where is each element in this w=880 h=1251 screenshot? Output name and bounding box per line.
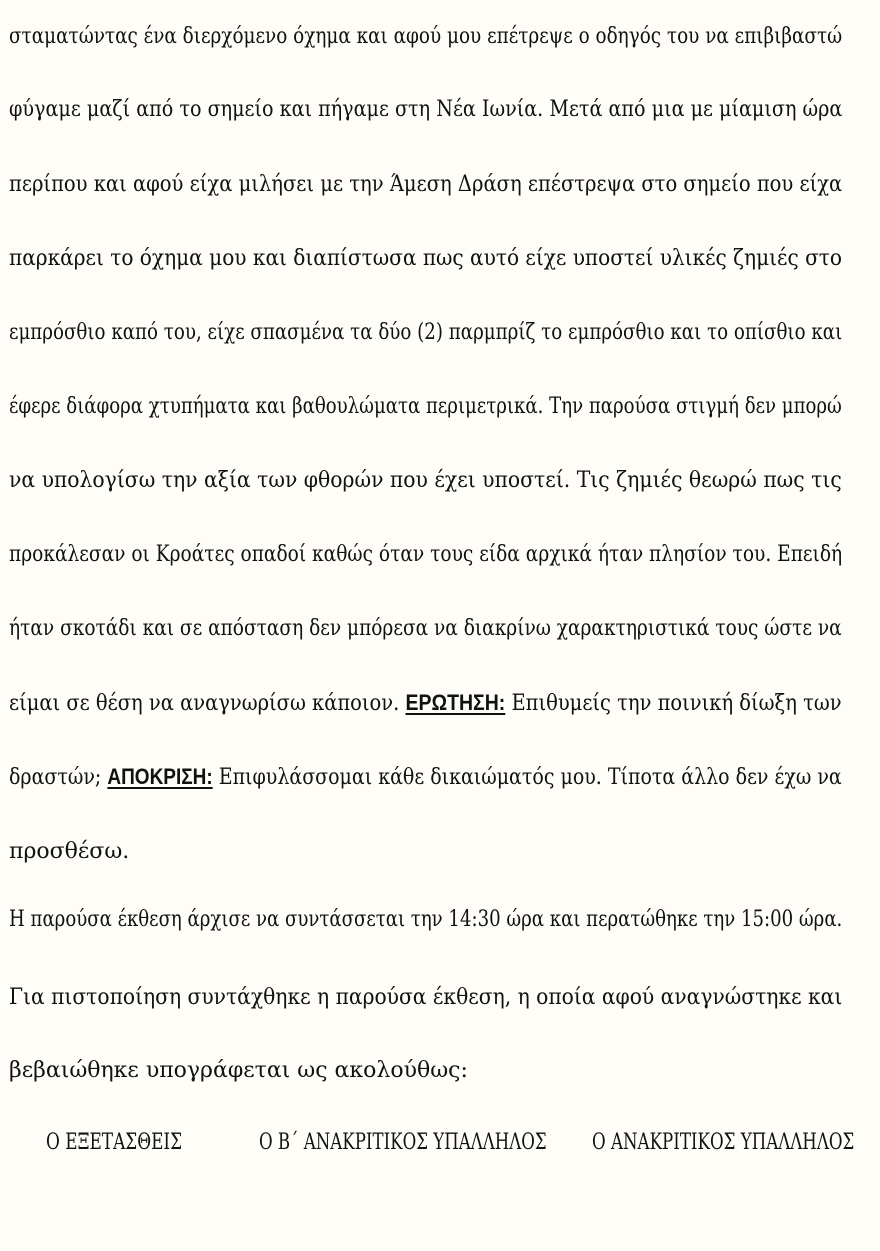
body-line-1: σταματώντας ένα διερχόμενο όχημα και αφού μου επέτρεψε ο οδηγός του να επιβιβαστώ xyxy=(9,24,843,49)
line-11-text-before: δραστών; xyxy=(9,765,102,790)
line-10-text-after: Επιθυμείς την ποινική δίωξη των xyxy=(511,691,842,716)
body-line-5: εμπρόσθιο καπό του, είχε σπασμένα τα δύο (2) παρμπρίζ το εμπρόσθιο και το οπίσθιο και xyxy=(9,320,843,345)
certification-line-2: βεβαιώθηκε υπογράφεται ως ακολούθως: xyxy=(9,1058,468,1083)
body-line-4: παρκάρει το όχημα μου και διαπίστωσα πως αυτό είχε υποστεί υλικές ζημιές στο xyxy=(9,246,843,271)
body-line-3: περίπου και αφού είχα μιλήσει με την Άμεση Δράση επέστρεψα στο σημείο που είχα xyxy=(9,172,843,197)
body-line-10 xyxy=(9,688,842,719)
body-line-8: προκάλεσαν οι Κροάτες οπαδοί καθώς όταν τους είδα αρχικά ήταν πλησίον του. Επειδή xyxy=(9,542,843,567)
time-line: Η παρούσα έκθεση άρχισε να συντάσσεται την 14:30 ώρα και περατώθηκε την 15:00 ώρα. xyxy=(9,907,843,932)
body-line-11 xyxy=(9,762,842,793)
body-line-12: προσθέσω. xyxy=(9,839,130,864)
answer-label: ΑΠΟΚΡΙΣΗ: xyxy=(107,764,213,789)
body-line-9: ήταν σκοτάδι και σε απόσταση δεν μπόρεσα να διακρίνω χαρακτηριστικά τους ώστε να xyxy=(9,616,842,641)
line-10-text-before: είμαι σε θέση να αναγνωρίσω κάποιον. xyxy=(9,691,400,716)
body-line-7: να υπολογίσω την αξία των φθορών που έχει υποστεί. Τις ζημιές θεωρώ πως τις xyxy=(9,468,842,493)
body-line-6: έφερε διάφορα χτυπήματα και βαθουλώματα περιμετρικά. Την παρούσα στιγμή δεν μπορώ xyxy=(9,394,842,419)
line-11-text-after: Επιφυλάσσομαι κάθε δικαιώματός μου. Τίποτα άλλο δεν έχω να xyxy=(218,765,842,790)
body-line-2: φύγαμε μαζί από το σημείο και πήγαμε στη Νέα Ιωνία. Μετά από μια με μίαμιση ώρα xyxy=(9,97,843,122)
signature-investigator: Ο ΑΝΑΚΡΙΤΙΚΟΣ ΥΠΑΛΛΗΛΟΣ xyxy=(592,1130,855,1155)
certification-line-1: Για πιστοποίηση συντάχθηκε η παρούσα έκθεση, η οποία αφού αναγνώστηκε και xyxy=(9,985,843,1010)
question-label: ΕΡΩΤΗΣΗ: xyxy=(405,690,506,715)
signature-second-investigator: Ο Β΄ ΑΝΑΚΡΙΤΙΚΟΣ ΥΠΑΛΛΗΛΟΣ xyxy=(259,1130,547,1155)
signature-examined: Ο ΕΞΕΤΑΣΘΕΙΣ xyxy=(46,1130,183,1155)
